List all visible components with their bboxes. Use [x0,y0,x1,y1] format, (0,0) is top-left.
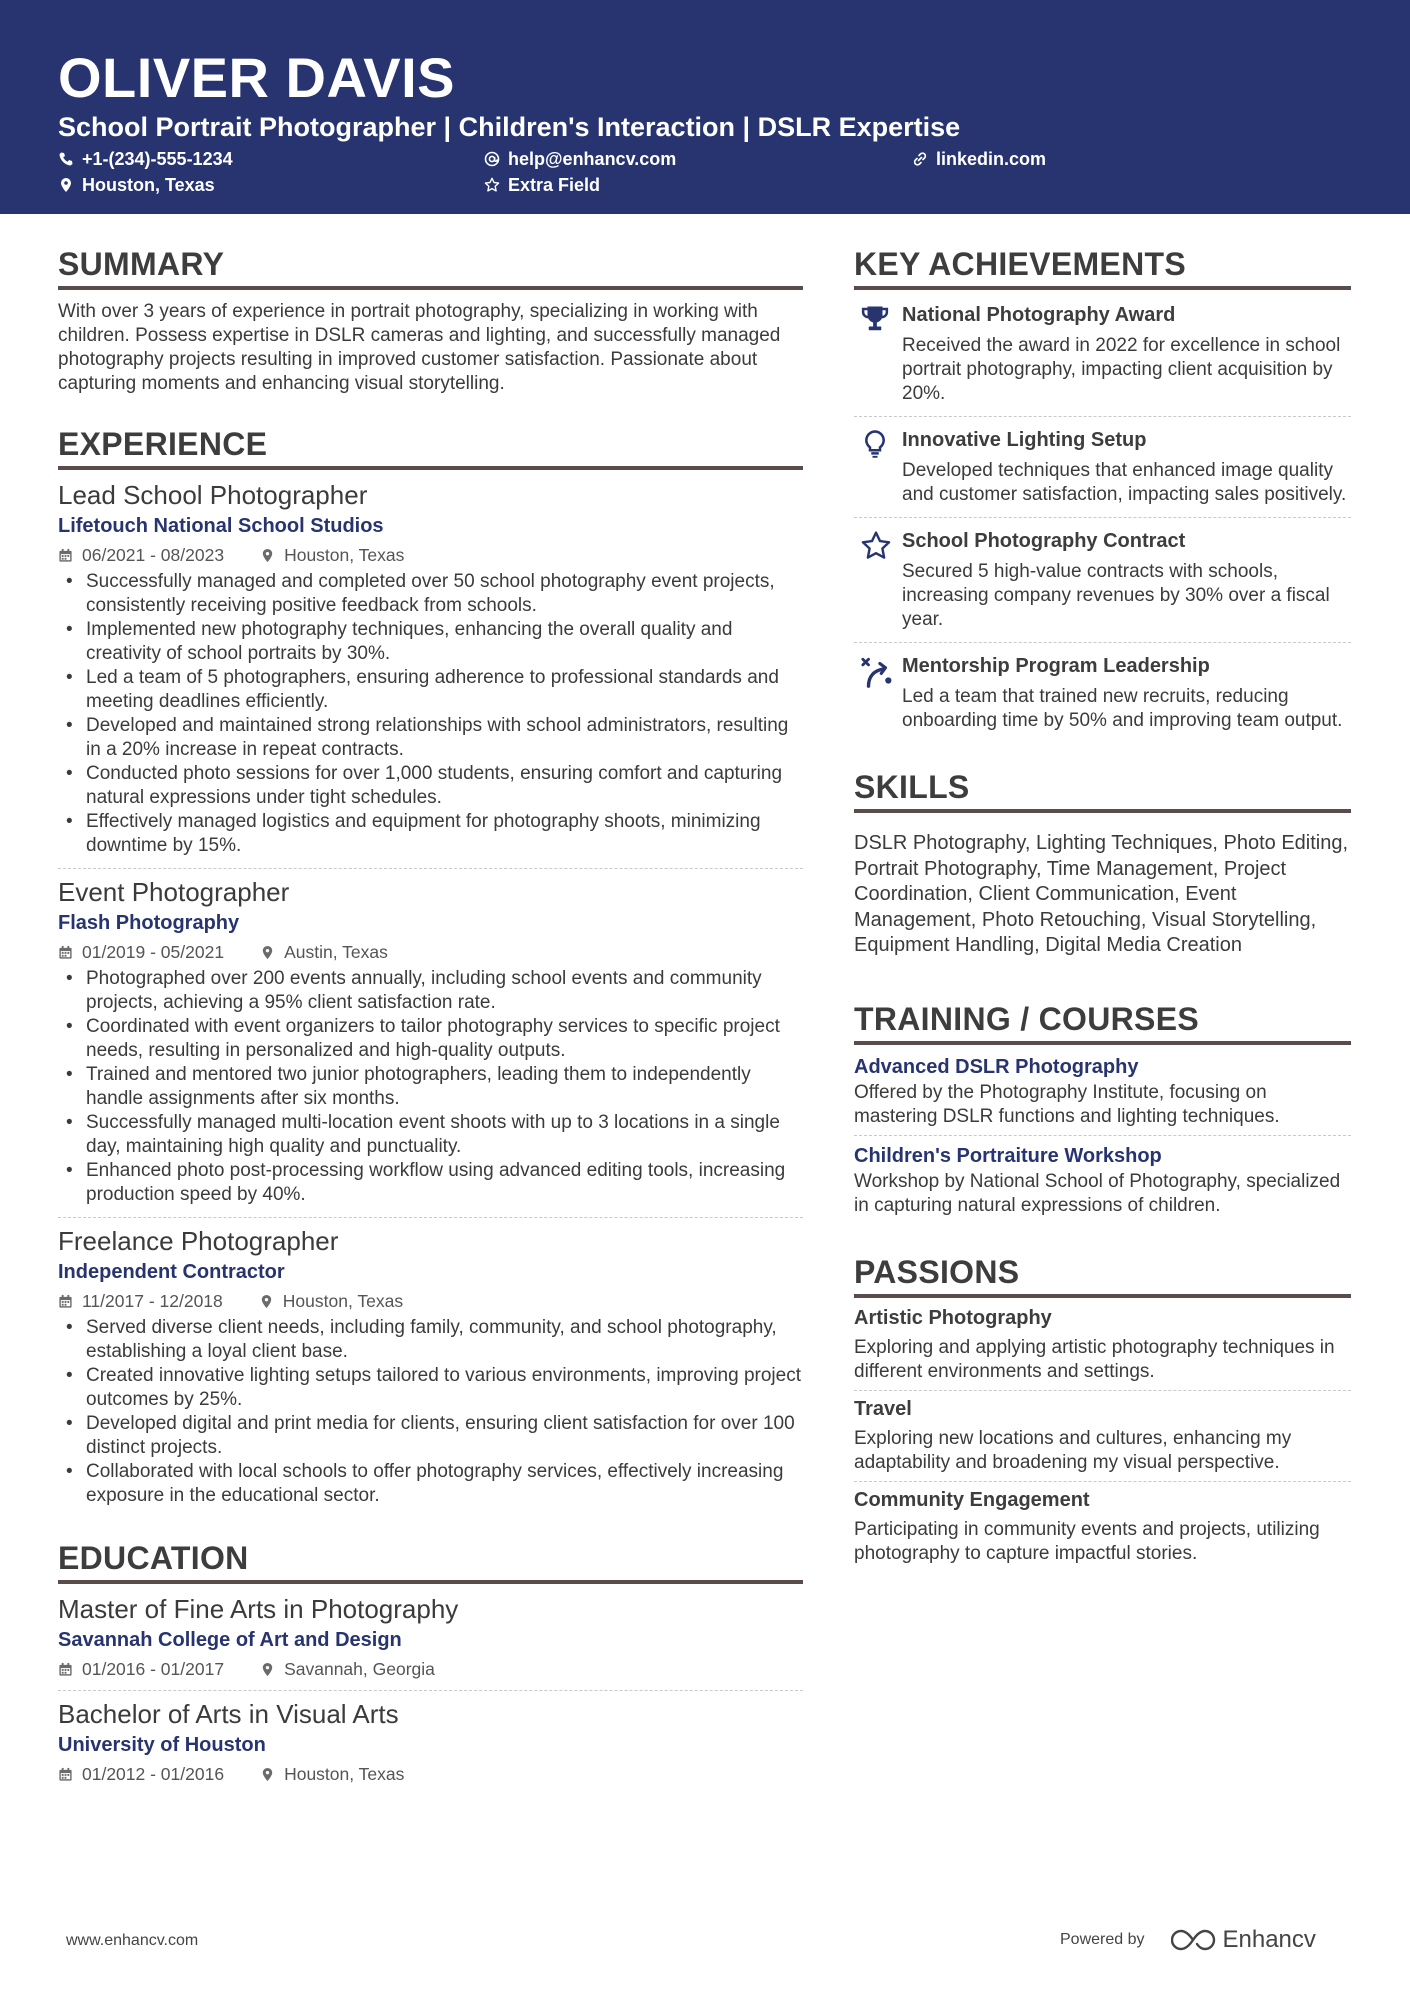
bullet-item: • Successfully managed and completed over 50 school photography event projects, consistently receiving positive feedback from schools. [58,570,803,618]
education-title: EDUCATION [58,1538,803,1584]
location-pin-icon [260,548,275,563]
job-bullets [58,1316,803,1508]
enhancv-logo[interactable] [1171,1926,1316,1954]
contact-email[interactable] [484,148,676,170]
achievement-desc: Received the award in 2022 for excellence in school portrait photography, impacting client acquisition by 20%. [902,335,1341,404]
bullet-item: • Trained and mentored two junior photographers, leading them to independently handle assignments after six months. [58,1063,803,1111]
achievement-title: School Photography Contract [902,530,1186,552]
resume-header [0,0,1410,214]
achievement-title: Innovative Lighting Setup [902,429,1147,451]
training-title-text: Advanced DSLR Photography [854,1055,1139,1078]
footer-website[interactable]: www.enhancv.com [66,1932,199,1949]
location-text: Houston, Texas [82,175,215,195]
calendar-icon [58,1767,73,1782]
education-location: Houston, Texas [284,1764,405,1784]
job-dates: 01/2019 - 05/2021 [82,942,225,962]
job-location: Houston, Texas [284,545,405,565]
bullet-item: • Effectively managed logistics and equipment for photography shoots, minimizing downtime by 15%. [58,810,803,858]
bullet-item: • Conducted photo sessions for over 1,000 students, ensuring comfort and capturing natural expressions under tight schedules. [58,762,803,810]
at-sign-icon [484,151,500,167]
education-dates: 01/2012 - 01/2016 [82,1764,225,1784]
strategy-icon [860,655,894,689]
education-meta [58,1763,803,1785]
contact-linkedin[interactable] [912,148,1046,170]
right-column [854,244,1351,1566]
education-item [58,1697,803,1785]
experience-title: EXPERIENCE [58,424,803,470]
linkedin-text: linkedin.com [936,149,1047,169]
job-location: Houston, Texas [282,1291,404,1311]
school-name: University of Houston [58,1734,266,1756]
bullet-item: • Coordinated with event organizers to tailor photography services to specific project needs, resulting in personalized and high-quality outputs. [58,1015,803,1063]
powered-by-text: Powered by [1060,1931,1145,1948]
star-outline-icon [484,177,500,193]
degree-title: Bachelor of Arts in Visual Arts [58,1699,399,1729]
bullet-item: • Successfully managed multi-location event shoots with up to 3 locations in a single day, maintaining high quality and punctuality. [58,1111,803,1159]
item-divider [58,1690,803,1691]
location-pin-icon [260,1662,275,1677]
passion-item [854,1486,1351,1566]
company-name: Independent Contractor [58,1261,285,1283]
experience-item [58,478,803,858]
training-title-text: Children's Portraiture Workshop [854,1144,1162,1167]
item-divider [854,1135,1351,1136]
achievements-title: KEY ACHIEVEMENTS [854,244,1351,290]
bullet-item: • Implemented new photography techniques, enhancing the overall quality and creativity of school portraits by 30%. [58,618,803,666]
calendar-icon [58,548,73,563]
job-meta [58,941,803,963]
job-dates: 11/2017 - 12/2018 [82,1291,223,1311]
skills-title: SKILLS [854,767,1351,813]
achievement-desc: Led a team that trained new recruits, reducing onboarding time by 50% and improving team output. [902,686,1343,731]
location-pin-icon [260,1767,275,1782]
passion-item [854,1395,1351,1475]
job-bullets [58,570,803,858]
passion-title: Artistic Photography [854,1306,1052,1329]
location-pin-icon [259,1294,274,1309]
education-section [58,1538,803,1785]
contact-extra [484,174,600,196]
job-meta [58,544,803,566]
phone-text: +1-(234)-555-1234 [82,149,233,169]
passion-desc: Participating in community events and projects, utilizing photography to capture impactful stories. [854,1518,1320,1564]
summary-title: SUMMARY [58,244,803,290]
achievement-item [854,290,1351,412]
skills-section [854,767,1351,959]
achievement-title: National Photography Award [902,304,1176,326]
training-desc: Workshop by National School of Photography, specialized in capturing natural expressions of children. [854,1170,1341,1216]
lightbulb-icon [860,429,890,459]
passion-desc: Exploring new locations and cultures, enhancing my adaptability and broadening my visual perspective. [854,1427,1292,1473]
bullet-item: • Collaborated with local schools to offer photography services, effectively increasing exposure in the educational sector. [58,1460,803,1508]
passions-section [854,1252,1351,1566]
star-icon [860,530,892,562]
calendar-icon [58,1662,73,1677]
company-name: Lifetouch National School Studios [58,515,384,537]
achievement-desc: Secured 5 high-value contracts with schools, increasing company revenues by 30% over a fiscal year. [902,561,1330,630]
job-title: Lead School Photographer [58,480,368,510]
bullet-item: • Enhanced photo post-processing workflow using advanced editing tools, increasing production speed by 40%. [58,1159,803,1207]
candidate-name: OLIVER DAVIS [58,46,456,109]
trophy-icon [860,304,890,334]
location-pin-icon [58,177,74,193]
bullet-item: • Photographed over 200 events annually, including school events and community projects, achieving a 95% client satisfaction rate. [58,967,803,1015]
school-name: Savannah College of Art and Design [58,1629,402,1651]
left-column [58,244,803,1789]
bullet-item: • Created innovative lighting setups tailored to various environments, improving project outcomes by 25%. [58,1364,803,1412]
brand-name: Enhancv [1222,1926,1316,1953]
education-item [58,1592,803,1680]
email-text: help@enhancv.com [508,149,677,169]
contact-phone [58,148,233,170]
achievement-item [854,417,1351,513]
experience-section [58,424,803,1508]
passions-title: PASSIONS [854,1252,1351,1298]
training-item [854,1142,1351,1218]
training-item [854,1053,1351,1129]
summary-text: With over 3 years of experience in portrait photography, specializing in working with children. Possess expertise in DSLR cameras and lighting, and successfully managed photography projects resulting in improved customer satisfaction. Passionate about capturing moments and enhancing visual storytelling. [58,301,781,394]
education-location: Savannah, Georgia [284,1659,435,1679]
training-desc: Offered by the Photography Institute, focusing on mastering DSLR functions and lighting techniques. [854,1081,1280,1127]
item-divider [58,1217,803,1218]
bullet-item: • Served diverse client needs, including family, community, and school photography, establishing a loyal client base. [58,1316,803,1364]
bullet-item: • Led a team of 5 photographers, ensuring adherence to professional standards and meeting deadlines efficiently. [58,666,803,714]
experience-item [58,1224,803,1508]
skills-text: DSLR Photography, Lighting Techniques, Photo Editing, Portrait Photography, Time Management, Project Coordination, Client Communication, Event Management, Photo Retouching, Visual Storytelling, Equipment Handling, Digital Media Creation [854,832,1349,956]
calendar-icon [58,1294,73,1309]
bullet-item: • Developed and maintained strong relationships with school administrators, resulting in a 20% increase in repeat contracts. [58,714,803,762]
passion-title: Community Engagement [854,1488,1090,1511]
calendar-icon [58,945,73,960]
achievement-desc: Developed techniques that enhanced image quality and customer satisfaction, impacting sales positively. [902,460,1347,505]
footer-branding [1060,1926,1316,1954]
candidate-tagline: School Portrait Photographer | Children's Interaction | DSLR Expertise [58,112,961,142]
achievement-item [854,643,1351,739]
degree-title: Master of Fine Arts in Photography [58,1594,459,1624]
achievement-item [854,518,1351,638]
location-pin-icon [260,945,275,960]
training-title: TRAINING / COURSES [854,999,1351,1045]
achievement-title: Mentorship Program Leadership [902,655,1210,677]
extra-text: Extra Field [508,175,601,195]
passion-desc: Exploring and applying artistic photography techniques in different environments and settings. [854,1336,1335,1382]
job-meta [58,1290,803,1312]
education-meta [58,1658,803,1680]
enhancv-logo-icon [1171,1928,1217,1952]
job-dates: 06/2021 - 08/2023 [82,545,225,565]
training-section [854,999,1351,1218]
passion-title: Travel [854,1397,912,1420]
company-name: Flash Photography [58,912,240,934]
contact-location [58,174,215,196]
link-icon [912,151,928,167]
item-divider [58,868,803,869]
item-divider [854,1390,1351,1391]
bullet-item: • Developed digital and print media for clients, ensuring client satisfaction for over 100 distinct projects. [58,1412,803,1460]
experience-item [58,875,803,1207]
job-title: Freelance Photographer [58,1226,339,1256]
job-title: Event Photographer [58,877,290,907]
passion-item [854,1304,1351,1384]
job-location: Austin, Texas [284,942,388,962]
education-dates: 01/2016 - 01/2017 [82,1659,225,1679]
achievements-section [854,244,1351,739]
summary-section [58,244,803,396]
job-bullets [58,967,803,1207]
item-divider [854,1481,1351,1482]
phone-icon [58,151,74,167]
